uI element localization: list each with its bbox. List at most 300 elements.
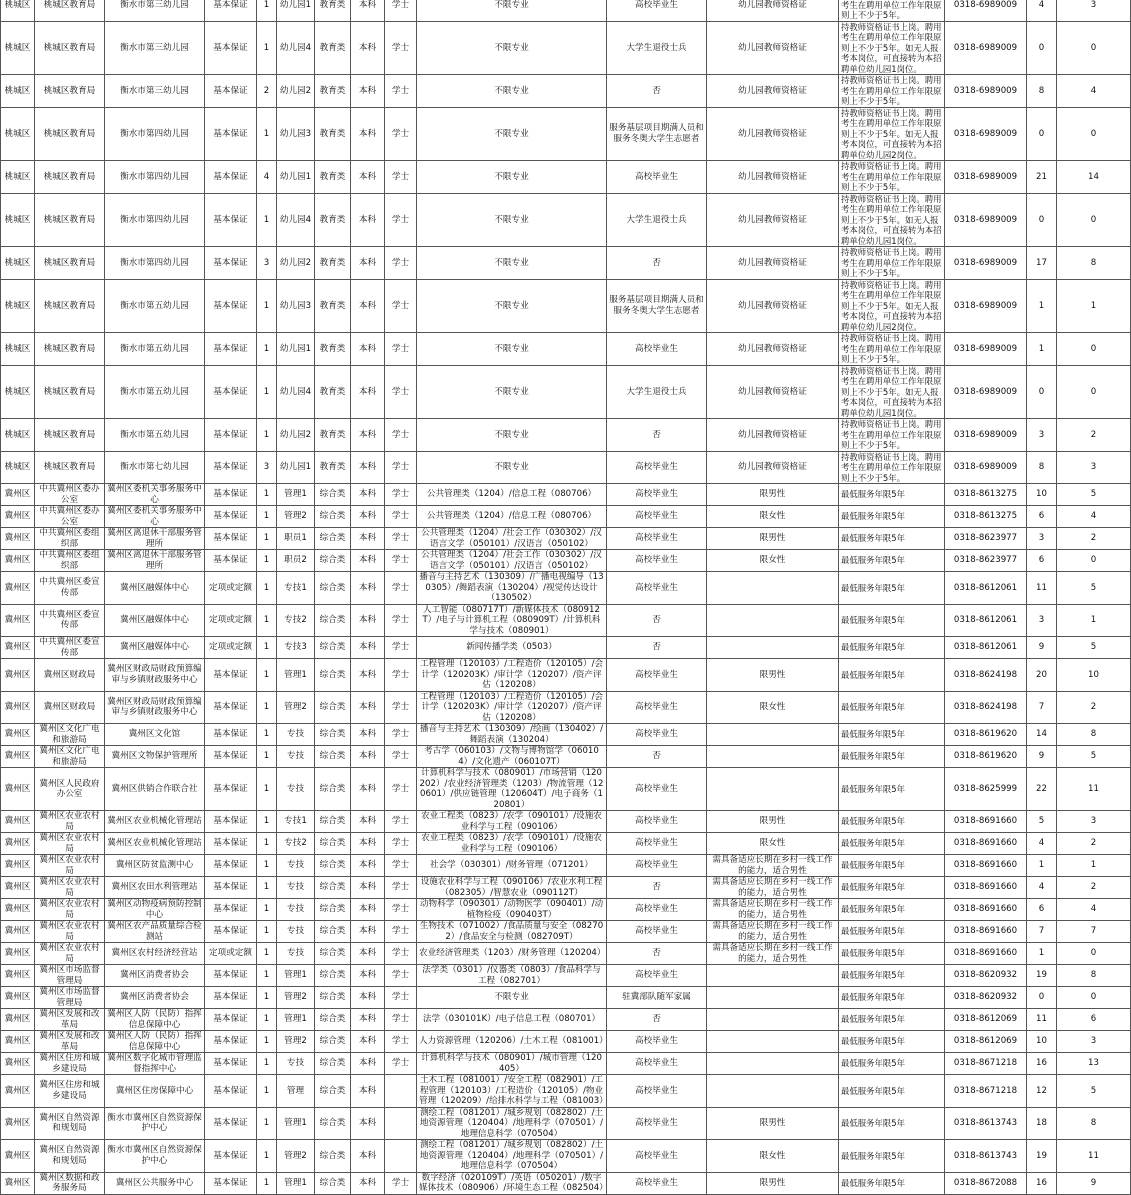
cell-education: 本科 (351, 811, 385, 833)
cell-district: 冀州区 (1, 987, 35, 1009)
cell-target: 高校毕业生 (607, 1053, 707, 1075)
cell-department: 冀州区市场监督管理局 (35, 987, 105, 1009)
cell-applicants: 22 (1027, 768, 1057, 811)
cell-education: 本科 (351, 333, 385, 366)
cell-education: 本科 (351, 484, 385, 506)
cell-funding: 基本保证 (205, 451, 257, 484)
table-row (1, 965, 1131, 987)
cell-education: 本科 (351, 193, 385, 247)
cell-applicants: 21 (1027, 161, 1057, 194)
cell-passed: 5 (1057, 484, 1131, 506)
table-row (1, 279, 1131, 333)
table-row (1, 768, 1131, 811)
cell-category: 综合类 (315, 1009, 351, 1031)
cell-requirement: 限女性 (707, 550, 839, 572)
cell-major: 考古学（060103）/文物与博物馆学（060104）/文化遗产（060107T） (417, 746, 607, 768)
table-row (1, 75, 1131, 108)
cell-category: 综合类 (315, 604, 351, 637)
cell-department: 桃城区教育局 (35, 193, 105, 247)
cell-passed: 7 (1057, 921, 1131, 943)
cell-major: 测绘工程（081201）/城乡规划（082802）/土地资源管理（120404）/地理科学（070501）/地理信息科学（070504） (417, 1140, 607, 1173)
cell-category: 综合类 (315, 1107, 351, 1140)
cell-department: 桃城区教育局 (35, 365, 105, 419)
cell-category: 综合类 (315, 1140, 351, 1173)
cell-applicants: 16 (1027, 1053, 1057, 1075)
cell-unit: 冀州区融媒体中心 (105, 604, 205, 637)
cell-phone: 0318-8624198 (945, 659, 1027, 692)
table-row (1, 1031, 1131, 1053)
cell-post: 幼儿园2 (277, 247, 315, 280)
cell-department: 中共冀州区委宣传部 (35, 637, 105, 659)
cell-post: 管理 (277, 1075, 315, 1108)
cell-count: 1 (257, 1075, 277, 1108)
cell-applicants: 0 (1027, 21, 1057, 75)
cell-funding: 基本保证 (205, 550, 257, 572)
cell-count: 1 (257, 855, 277, 877)
table-row (1, 1172, 1131, 1194)
cell-major: 计算机科学与技术（080901）/市场营销（120202）/农业经济管理类（1203）/物流管理（120601）/供应链管理（120604T）/电子商务（120801） (417, 768, 607, 811)
cell-requirement: 幼儿园教师资格证 (707, 107, 839, 161)
cell-requirement: 限女性 (707, 1140, 839, 1173)
cell-major: 不限专业 (417, 365, 607, 419)
cell-major: 计算机科学与技术（080901）/城市管理（120405） (417, 1053, 607, 1075)
cell-count: 2 (257, 75, 277, 108)
cell-passed: 13 (1057, 1053, 1131, 1075)
cell-degree: 学士 (385, 451, 417, 484)
cell-target: 高校毕业生 (607, 451, 707, 484)
cell-post: 管理2 (277, 506, 315, 528)
cell-degree: 学士 (385, 550, 417, 572)
cell-unit: 冀州区动物疫病预防控制中心 (105, 899, 205, 921)
cell-department: 冀州区文化广电和旅游局 (35, 746, 105, 768)
cell-district: 冀州区 (1, 833, 35, 855)
cell-post: 专技 (277, 768, 315, 811)
cell-unit: 冀州区融媒体中心 (105, 637, 205, 659)
cell-education: 本科 (351, 451, 385, 484)
cell-major: 工程管理（120103）/工程造价（120105）/会计学（120203K）/审计学（120207）/资产评估（120208） (417, 659, 607, 692)
cell-department: 冀州区住房和城乡建设局 (35, 1075, 105, 1108)
cell-funding: 基本保证 (205, 333, 257, 366)
cell-applicants: 8 (1027, 75, 1057, 108)
cell-department: 桃城区教育局 (35, 419, 105, 452)
cell-note: 最低服务年限5年 (839, 1075, 945, 1108)
cell-applicants: 6 (1027, 899, 1057, 921)
cell-education: 本科 (351, 419, 385, 452)
cell-district: 桃城区 (1, 419, 35, 452)
cell-education: 本科 (351, 21, 385, 75)
cell-note: 持教师资格证书上岗。聘用考生在聘用单位工作年限原则上不少于5年。如无人报考本岗位，可直接转为本招聘单位幼儿园1岗位。 (839, 21, 945, 75)
cell-district: 冀州区 (1, 899, 35, 921)
cell-degree: 学士 (385, 987, 417, 1009)
cell-target: 否 (607, 943, 707, 965)
table-row (1, 691, 1131, 724)
table-row (1, 161, 1131, 194)
cell-post: 幼儿园1 (277, 451, 315, 484)
cell-unit: 衡水市第三幼儿园 (105, 75, 205, 108)
table-row (1, 1107, 1131, 1140)
cell-category: 教育类 (315, 21, 351, 75)
cell-phone: 0318-8613275 (945, 484, 1027, 506)
cell-post: 幼儿园2 (277, 75, 315, 108)
cell-requirement (707, 1075, 839, 1108)
cell-count: 1 (257, 1031, 277, 1053)
cell-unit: 冀州区供销合作联合社 (105, 768, 205, 811)
cell-department: 冀州区农业农村局 (35, 855, 105, 877)
cell-requirement: 需具备适应长期在乡村一线工作的能力，适合男性 (707, 921, 839, 943)
cell-major: 不限专业 (417, 107, 607, 161)
cell-note: 持教师资格证书上岗。聘用考生在聘用单位工作年限原则上不少于5年。 (839, 161, 945, 194)
cell-unit: 冀州区委机关事务服务中心 (105, 484, 205, 506)
cell-count: 1 (257, 1140, 277, 1173)
cell-count: 1 (257, 107, 277, 161)
table-row (1, 899, 1131, 921)
cell-passed: 2 (1057, 833, 1131, 855)
cell-degree: 学士 (385, 484, 417, 506)
cell-requirement: 幼儿园教师资格证 (707, 75, 839, 108)
cell-unit: 衡水市第三幼儿园 (105, 21, 205, 75)
cell-post: 幼儿园3 (277, 279, 315, 333)
cell-phone: 0318-8623977 (945, 528, 1027, 550)
cell-unit: 冀州区文化馆 (105, 724, 205, 746)
cell-applicants: 8 (1027, 451, 1057, 484)
cell-major: 公共管理类（1204）/信息工程（080706） (417, 506, 607, 528)
cell-applicants: 0 (1027, 107, 1057, 161)
cell-major: 土木工程（081001）/安全工程（082901）/工程管理（120103）/工程造价（120105）/物业管理（120209）/给排水科学与工程（081003） (417, 1075, 607, 1108)
cell-note: 最低服务年限5年 (839, 572, 945, 605)
table-row (1, 921, 1131, 943)
cell-passed: 2 (1057, 691, 1131, 724)
cell-requirement: 需具备适应长期在乡村一线工作的能力，适合男性 (707, 855, 839, 877)
cell-applicants: 0 (1027, 365, 1057, 419)
cell-passed: 1 (1057, 604, 1131, 637)
cell-funding: 基本保证 (205, 811, 257, 833)
cell-post: 专技3 (277, 637, 315, 659)
cell-post: 专技 (277, 724, 315, 746)
cell-phone: 0318-8613743 (945, 1107, 1027, 1140)
cell-funding: 基本保证 (205, 1140, 257, 1173)
cell-post: 管理1 (277, 1009, 315, 1031)
cell-count: 1 (257, 193, 277, 247)
cell-phone: 0318-8691660 (945, 943, 1027, 965)
cell-funding: 基本保证 (205, 1172, 257, 1194)
cell-phone: 0318-8691660 (945, 921, 1027, 943)
cell-post: 幼儿园1 (277, 0, 315, 21)
cell-post: 管理2 (277, 1031, 315, 1053)
cell-target: 高校毕业生 (607, 1107, 707, 1140)
cell-phone: 0318-8613743 (945, 1140, 1027, 1173)
cell-post: 幼儿园4 (277, 193, 315, 247)
cell-degree: 学士 (385, 0, 417, 21)
table-row (1, 528, 1131, 550)
cell-requirement (707, 768, 839, 811)
cell-education: 本科 (351, 1172, 385, 1194)
cell-target: 高校毕业生 (607, 1031, 707, 1053)
cell-applicants: 20 (1027, 659, 1057, 692)
cell-degree: 学士 (385, 333, 417, 366)
cell-education: 本科 (351, 855, 385, 877)
cell-note: 持教师资格证书上岗。聘用考生在聘用单位工作年限原则上不少于5年。如无人报考本岗位，可直接转为本招聘单位幼儿园1岗位。 (839, 193, 945, 247)
cell-degree: 学士 (385, 528, 417, 550)
cell-requirement: 限男性 (707, 528, 839, 550)
cell-education: 本科 (351, 1140, 385, 1173)
cell-district: 桃城区 (1, 161, 35, 194)
cell-district: 冀州区 (1, 1075, 35, 1108)
cell-post: 管理2 (277, 691, 315, 724)
cell-passed: 0 (1057, 987, 1131, 1009)
cell-note: 最低服务年限5年 (839, 550, 945, 572)
cell-department: 冀州区自然资源和规划局 (35, 1140, 105, 1173)
cell-passed: 8 (1057, 247, 1131, 280)
cell-funding: 定项或定额 (205, 604, 257, 637)
cell-target: 否 (607, 419, 707, 452)
cell-note: 最低服务年限5年 (839, 1053, 945, 1075)
cell-count: 1 (257, 484, 277, 506)
cell-passed: 6 (1057, 1009, 1131, 1031)
cell-phone: 0318-6989009 (945, 0, 1027, 21)
table-row (1, 247, 1131, 280)
cell-target: 高校毕业生 (607, 484, 707, 506)
table-row (1, 419, 1131, 452)
cell-requirement (707, 1031, 839, 1053)
cell-post: 幼儿园4 (277, 21, 315, 75)
cell-requirement (707, 1053, 839, 1075)
cell-target: 高校毕业生 (607, 724, 707, 746)
cell-count: 1 (257, 637, 277, 659)
cell-education: 本科 (351, 0, 385, 21)
cell-degree: 学士 (385, 279, 417, 333)
table-row (1, 572, 1131, 605)
cell-unit: 衡水市第三幼儿园 (105, 0, 205, 21)
cell-count: 1 (257, 1009, 277, 1031)
cell-passed: 3 (1057, 451, 1131, 484)
cell-post: 幼儿园4 (277, 365, 315, 419)
cell-degree: 学士 (385, 161, 417, 194)
cell-department: 冀州区住房和城乡建设局 (35, 1053, 105, 1075)
cell-district: 冀州区 (1, 506, 35, 528)
cell-count: 1 (257, 833, 277, 855)
cell-unit: 衡水市第四幼儿园 (105, 107, 205, 161)
cell-phone: 0318-8620932 (945, 987, 1027, 1009)
cell-count: 1 (257, 604, 277, 637)
cell-major: 不限专业 (417, 21, 607, 75)
cell-funding: 基本保证 (205, 1075, 257, 1108)
cell-applicants: 11 (1027, 1009, 1057, 1031)
cell-education: 本科 (351, 1053, 385, 1075)
table-row (1, 604, 1131, 637)
cell-requirement: 幼儿园教师资格证 (707, 451, 839, 484)
cell-major: 不限专业 (417, 161, 607, 194)
cell-category: 综合类 (315, 746, 351, 768)
cell-requirement: 幼儿园教师资格证 (707, 21, 839, 75)
cell-note: 持教师资格证书上岗。聘用考生在聘用单位工作年限原则上不少于5年。如无人报考本岗位，可直接转为本招聘单位幼儿园2岗位。 (839, 107, 945, 161)
cell-phone: 0318-6989009 (945, 75, 1027, 108)
cell-post: 职员2 (277, 550, 315, 572)
cell-unit: 衡水市第五幼儿园 (105, 365, 205, 419)
cell-passed: 8 (1057, 965, 1131, 987)
cell-phone: 0318-6989009 (945, 279, 1027, 333)
cell-note: 最低服务年限5年 (839, 987, 945, 1009)
cell-category: 综合类 (315, 506, 351, 528)
cell-education: 本科 (351, 247, 385, 280)
cell-category: 教育类 (315, 247, 351, 280)
cell-post: 管理2 (277, 1140, 315, 1173)
cell-category: 综合类 (315, 1172, 351, 1194)
cell-unit: 衡水市第七幼儿园 (105, 451, 205, 484)
cell-passed: 10 (1057, 659, 1131, 692)
cell-funding: 基本保证 (205, 659, 257, 692)
cell-degree: 学士 (385, 365, 417, 419)
cell-district: 冀州区 (1, 855, 35, 877)
cell-unit: 冀州区离退休干部服务管理所 (105, 550, 205, 572)
cell-department: 中共冀州区委组织部 (35, 550, 105, 572)
cell-target: 大学生退役士兵 (607, 193, 707, 247)
cell-phone: 0318-8625999 (945, 768, 1027, 811)
cell-unit: 衡水市第四幼儿园 (105, 193, 205, 247)
cell-category: 综合类 (315, 943, 351, 965)
cell-funding: 基本保证 (205, 768, 257, 811)
cell-target: 高校毕业生 (607, 965, 707, 987)
cell-count: 1 (257, 1172, 277, 1194)
cell-district: 冀州区 (1, 811, 35, 833)
cell-district: 桃城区 (1, 75, 35, 108)
cell-district: 桃城区 (1, 365, 35, 419)
cell-phone: 0318-6989009 (945, 193, 1027, 247)
cell-category: 综合类 (315, 637, 351, 659)
cell-unit: 冀州区农产品质量综合检测站 (105, 921, 205, 943)
cell-post: 管理1 (277, 1172, 315, 1194)
cell-phone: 0318-8612061 (945, 572, 1027, 605)
cell-requirement (707, 724, 839, 746)
cell-funding: 定项或定额 (205, 943, 257, 965)
cell-funding: 基本保证 (205, 528, 257, 550)
cell-degree: 学士 (385, 1009, 417, 1031)
cell-target: 高校毕业生 (607, 161, 707, 194)
cell-target: 高校毕业生 (607, 333, 707, 366)
cell-degree (385, 1140, 417, 1173)
cell-post: 幼儿园3 (277, 107, 315, 161)
cell-major: 播音与主持艺术（130309）/绘画（130402）/舞蹈表演（130204） (417, 724, 607, 746)
cell-department: 桃城区教育局 (35, 75, 105, 108)
cell-unit: 冀州区防贫监测中心 (105, 855, 205, 877)
table-row (1, 1075, 1131, 1108)
table-row (1, 107, 1131, 161)
table-row (1, 1140, 1131, 1173)
cell-funding: 基本保证 (205, 484, 257, 506)
cell-department: 冀州区文化广电和旅游局 (35, 724, 105, 746)
cell-funding: 基本保证 (205, 1031, 257, 1053)
cell-passed: 5 (1057, 1075, 1131, 1108)
cell-count: 1 (257, 899, 277, 921)
cell-department: 中共冀州区委办公室 (35, 484, 105, 506)
cell-category: 教育类 (315, 193, 351, 247)
cell-target: 服务基层项目期满人员和服务冬奥大学生志愿者 (607, 279, 707, 333)
cell-unit: 衡水市冀州区自然资源保护中心 (105, 1140, 205, 1173)
cell-target: 高校毕业生 (607, 550, 707, 572)
cell-applicants: 4 (1027, 833, 1057, 855)
cell-education: 本科 (351, 279, 385, 333)
cell-requirement: 幼儿园教师资格证 (707, 419, 839, 452)
cell-district: 冀州区 (1, 1172, 35, 1194)
cell-category: 综合类 (315, 1075, 351, 1108)
cell-major: 数字经济（020109T）/英语（050201）/数字媒体技术（080906）/环境生态工程（082504） (417, 1172, 607, 1194)
cell-department: 桃城区教育局 (35, 161, 105, 194)
cell-degree: 学士 (385, 943, 417, 965)
cell-education: 本科 (351, 691, 385, 724)
table-row (1, 724, 1131, 746)
cell-unit: 冀州区委机关事务服务中心 (105, 506, 205, 528)
cell-count: 1 (257, 768, 277, 811)
cell-unit: 衡水市第五幼儿园 (105, 419, 205, 452)
table-row (1, 193, 1131, 247)
cell-education: 本科 (351, 161, 385, 194)
cell-applicants: 9 (1027, 637, 1057, 659)
cell-unit: 衡水市第五幼儿园 (105, 279, 205, 333)
cell-note: 最低服务年限5年 (839, 899, 945, 921)
cell-education: 本科 (351, 943, 385, 965)
cell-phone: 0318-6989009 (945, 333, 1027, 366)
cell-district: 冀州区 (1, 1053, 35, 1075)
cell-applicants: 19 (1027, 965, 1057, 987)
cell-unit: 冀州区农业机械化管理站 (105, 811, 205, 833)
cell-target: 高校毕业生 (607, 1140, 707, 1173)
cell-funding: 基本保证 (205, 279, 257, 333)
cell-count: 1 (257, 1107, 277, 1140)
cell-post: 幼儿园1 (277, 333, 315, 366)
cell-degree: 学士 (385, 1053, 417, 1075)
cell-category: 综合类 (315, 965, 351, 987)
cell-note: 最低服务年限5年 (839, 1107, 945, 1140)
cell-note: 最低服务年限5年 (839, 528, 945, 550)
cell-phone: 0318-6989009 (945, 419, 1027, 452)
cell-count: 1 (257, 659, 277, 692)
cell-major: 农业经济管理类（1203）/财务管理（120204） (417, 943, 607, 965)
table-row (1, 333, 1131, 366)
cell-education: 本科 (351, 921, 385, 943)
cell-major: 生物技术（071002）/食品质量与安全（082702）/食品安全与检测（082709T） (417, 921, 607, 943)
cell-note: 最低服务年限5年 (839, 833, 945, 855)
cell-phone: 0318-8620932 (945, 965, 1027, 987)
cell-degree: 学士 (385, 691, 417, 724)
cell-funding: 基本保证 (205, 746, 257, 768)
cell-count: 1 (257, 691, 277, 724)
cell-note: 最低服务年限5年 (839, 1009, 945, 1031)
cell-phone: 0318-8612061 (945, 604, 1027, 637)
cell-department: 中共冀州区委宣传部 (35, 604, 105, 637)
cell-district: 冀州区 (1, 691, 35, 724)
cell-count: 1 (257, 811, 277, 833)
cell-funding: 基本保证 (205, 161, 257, 194)
cell-passed: 4 (1057, 506, 1131, 528)
cell-education: 本科 (351, 550, 385, 572)
cell-major: 公共管理类（1204）/社会工作（030302）/汉语言文学（050101）/汉语言（050102） (417, 550, 607, 572)
cell-category: 综合类 (315, 877, 351, 899)
cell-phone: 0318-6989009 (945, 247, 1027, 280)
cell-passed: 8 (1057, 1107, 1131, 1140)
cell-district: 冀州区 (1, 877, 35, 899)
cell-district: 冀州区 (1, 943, 35, 965)
cell-degree (385, 1075, 417, 1108)
cell-count: 1 (257, 0, 277, 21)
cell-funding: 基本保证 (205, 691, 257, 724)
cell-target: 高校毕业生 (607, 506, 707, 528)
cell-category: 综合类 (315, 811, 351, 833)
cell-unit: 冀州区财政局财政预算编审与乡镇财政服务中心 (105, 659, 205, 692)
cell-note: 持教师资格证书上岗。聘用考生在聘用单位工作年限原则上不少于5年。 (839, 451, 945, 484)
cell-note: 持教师资格证书上岗。聘用考生在聘用单位工作年限原则上不少于5年。 (839, 247, 945, 280)
cell-passed: 4 (1057, 75, 1131, 108)
cell-note: 最低服务年限5年 (839, 855, 945, 877)
cell-category: 综合类 (315, 691, 351, 724)
